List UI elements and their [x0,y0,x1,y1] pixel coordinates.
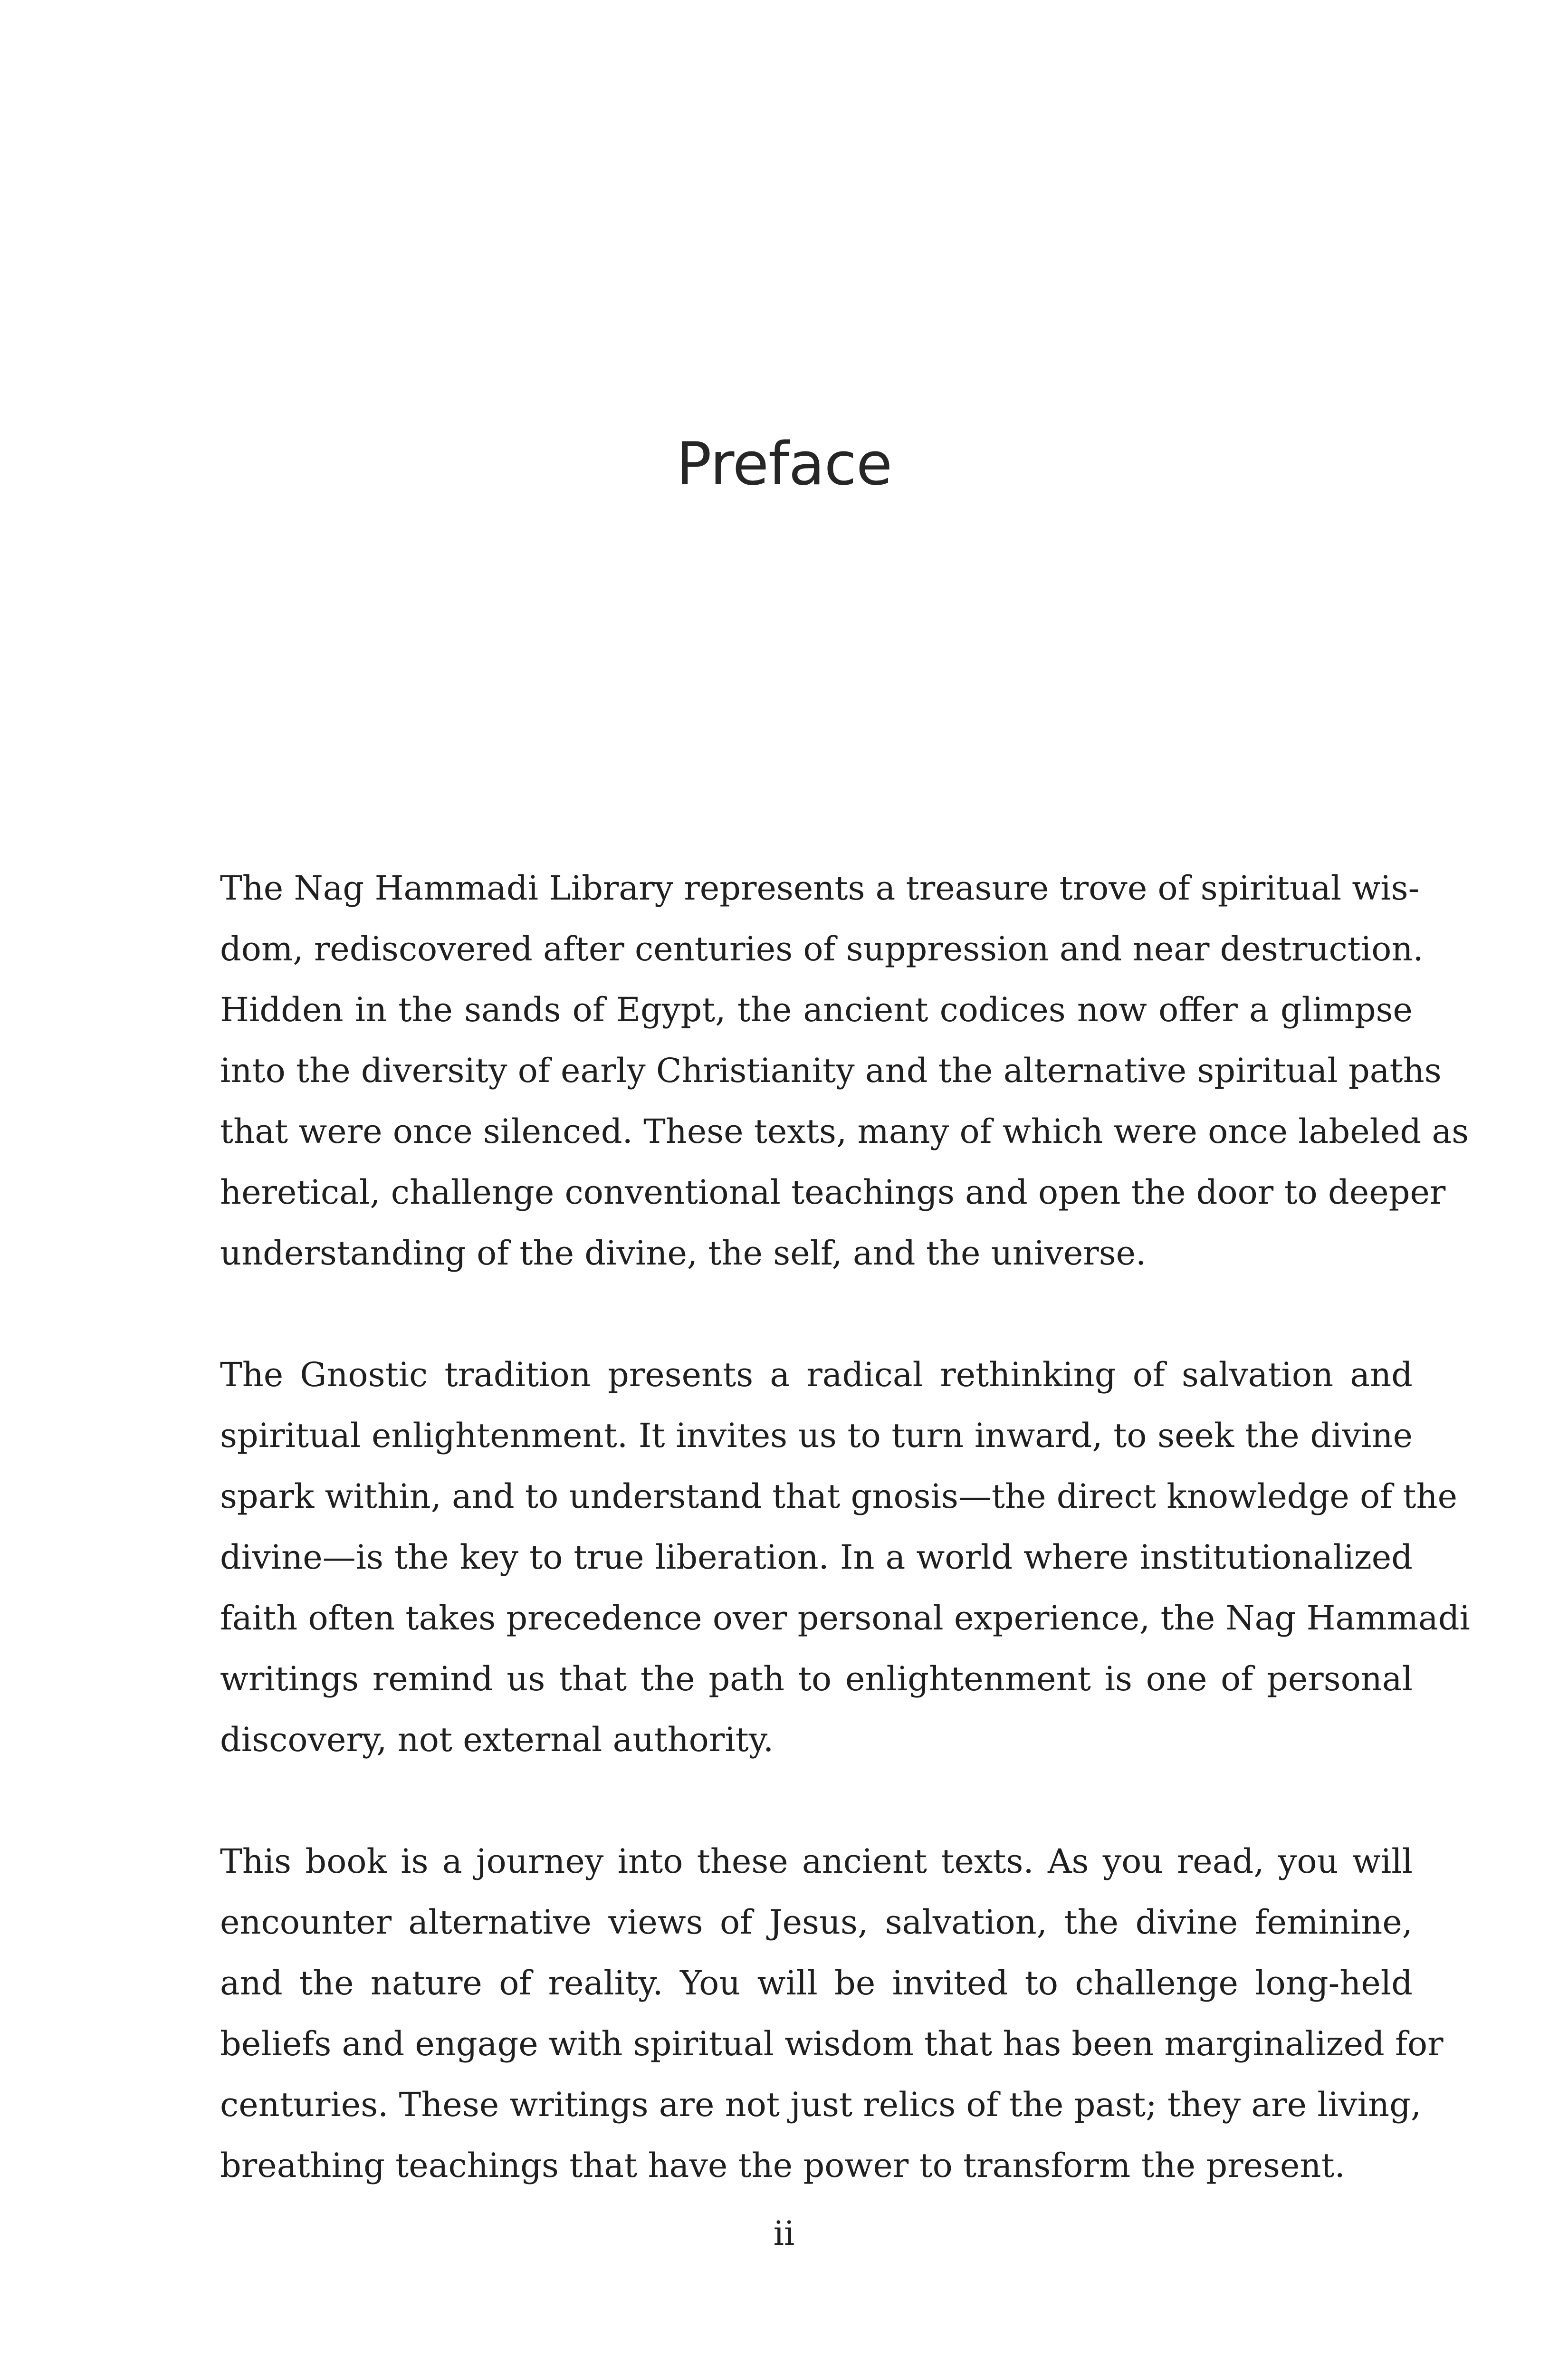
text-line: and the nature of reality. You will be invited to challenge long-held [220,1964,1413,2002]
text-line: Hidden in the sands of Egypt, the ancient codices now offer a glimpse [220,990,1413,1029]
paragraph-1 [220,858,1469,1284]
text-line: The Nag Hammadi Library represents a treasure trove of spiritual wis- [220,869,1420,908]
text-line: heretical, challenge conventional teachings and open the door to deeper [220,1173,1446,1212]
text-line: that were once silenced. These texts, many of which were once labeled as [220,1112,1469,1151]
text-line: divine—is the key to true liberation. In a world where institutionalized [220,1538,1413,1577]
text-line: discovery, not external authority. [220,1720,774,1759]
chapter-title: Preface [676,430,892,498]
text-line: spark within, and to understand that gnosis—the direct knowledge of the [220,1477,1458,1516]
text-line: encounter alternative views of Jesus, salvation, the divine feminine, [220,1903,1413,1942]
text-line: understanding of the divine, the self, and the universe. [220,1234,1147,1273]
text-line: beliefs and engage with spiritual wisdom that has been marginalized for [220,2024,1444,2063]
text-line: This book is a journey into these ancient texts. As you read, you will [220,1842,1413,1881]
paragraph-2 [220,1344,1470,1770]
text-line: into the diversity of early Christianity and the alternative spiritual paths [220,1051,1442,1090]
text-line: centuries. These writings are not just relics of the past; they are living, [220,2085,1422,2124]
text-line: spiritual enlightenment. It invites us to turn inward, to seek the divine [220,1416,1413,1455]
text-line: writings remind us that the path to enlightenment is one of personal [220,1659,1413,1698]
text-line: The Gnostic tradition presents a radical rethinking of salvation and [220,1355,1413,1394]
paragraph-3 [220,1831,1444,2196]
page-number: ii [773,2214,795,2253]
preface-body [220,858,1470,2257]
text-line: faith often takes precedence over personal experience, the Nag Hammadi [220,1599,1470,1638]
text-line: breathing teachings that have the power to transform the present. [220,2146,1345,2185]
text-line: dom, rediscovered after centuries of suppression and near destruction. [220,929,1424,968]
